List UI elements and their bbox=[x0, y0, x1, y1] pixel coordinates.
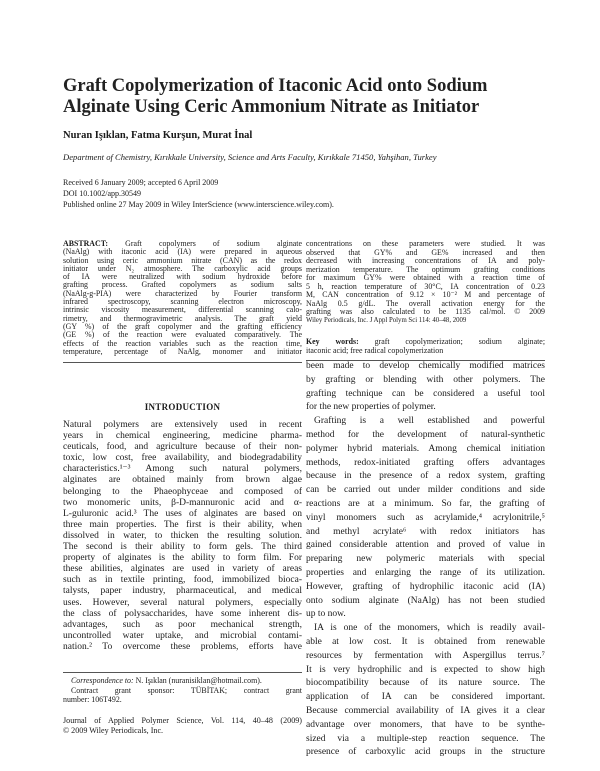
abstract-citation: Wiley Periodicals, Inc. J Appl Polym Sci 114: 40–48, 2009 bbox=[306, 316, 467, 324]
text-line: the class of polysaccharides, have some inherent dis- bbox=[63, 608, 302, 619]
text-line: for the new properties of polymer. bbox=[306, 402, 436, 413]
text-line: biocompatibility because of its nature source. The bbox=[306, 678, 545, 689]
text-line: gained considerable attention and proved of value in bbox=[306, 540, 545, 551]
text-line: three main properties. The first is their ability, when bbox=[63, 519, 302, 530]
text-line: characteristics.¹⁻³ Among such natural polymers, bbox=[63, 464, 302, 475]
abstract-right bbox=[306, 240, 545, 325]
text-line: concentrations on these parameters were studied. It was bbox=[306, 240, 545, 248]
text-line: been made to develop chemically modified matrices bbox=[306, 361, 545, 371]
text-line: advantages, such as poor mechanical strength, bbox=[63, 619, 302, 630]
text-line: up to now. bbox=[306, 609, 346, 620]
text-line: for maximum GY% were obtained with a reaction time of bbox=[306, 274, 545, 282]
text-line: rimetry, and thermogravimetric analysis. The graft yield bbox=[63, 314, 302, 323]
journal-citation: Journal of Applied Polymer Science, Vol. 114, 40–48 (2009) bbox=[63, 716, 302, 725]
text-line: initiator under N₂ atmosphere. The carboxylic acid groups bbox=[63, 264, 302, 273]
affiliation: Department of Chemistry, Kırıkkale University, Science and Arts Faculty, Kırıkkale 71450, Yahşihan, Turkey bbox=[63, 152, 437, 162]
journal-copyright: © 2009 Wiley Periodicals, Inc. bbox=[63, 726, 164, 735]
text-line: intrinsic viscosity measurement, differential scanning calo- bbox=[63, 306, 302, 315]
text-line: application of IA can be considered important. bbox=[306, 692, 545, 703]
abstract-divider bbox=[63, 362, 302, 363]
text-line: by grafting or blending with other polymers. The bbox=[306, 374, 545, 385]
text-line: able at low cost. It is obtained from renewable bbox=[306, 636, 545, 647]
section-heading-introduction: INTRODUCTION bbox=[144, 402, 221, 412]
text-line: presence of carboxylic acid groups in the structure bbox=[306, 747, 545, 758]
published-online: Published online 27 May 2009 in Wiley InterScience (www.interscience.wiley.com). bbox=[63, 200, 334, 209]
text-line: effects of the reaction variables such as the reaction time, bbox=[63, 339, 302, 348]
correspondence-label: Correspondence to: bbox=[71, 676, 134, 685]
text-line: sized via a multiple-step reaction sequence. The bbox=[306, 733, 545, 744]
footnote-divider bbox=[63, 672, 302, 673]
abstract-text: Graft copolymers of sodium alginate bbox=[125, 240, 302, 248]
text-line: properties and enlarging the range of its utilization. bbox=[306, 567, 545, 578]
text-line: Natural polymers are extensively used in recent bbox=[63, 420, 302, 430]
text-line: merization temperature. The optimum grafting conditions bbox=[306, 265, 545, 274]
text-line: decreased with increasing concentrations of IA and poly- bbox=[306, 257, 545, 265]
text-line: methods, redox-initiated grafting offers advantages bbox=[306, 457, 545, 468]
text-line: method for the development of natural-synthetic bbox=[306, 429, 545, 440]
text-line: resources by fermentation with Aspergillus terrus.⁷ bbox=[306, 650, 545, 661]
text-line: L-guluronic acid.³ The uses of alginates are based on bbox=[63, 508, 302, 519]
text-line: ceuticals, food, and agriculture because of their non- bbox=[63, 442, 302, 453]
footnotes bbox=[63, 676, 302, 705]
text-line: grafting process. Grafted copolymers as sodium salts bbox=[63, 281, 302, 290]
article-metadata bbox=[63, 177, 334, 210]
article-title bbox=[63, 76, 543, 118]
text-line: uncontrolled water uptake, and microbial contami- bbox=[63, 630, 302, 641]
text-line: vinyl monomers such as acrylamide,⁴ acrylonitrile,⁵ bbox=[306, 512, 545, 523]
keywords-text: graft copolymerization; sodium alginate; bbox=[374, 338, 545, 346]
authors: Nuran Işıklan, Fatma Kurşun, Murat İnal bbox=[63, 130, 253, 141]
text-line: talysts, paper industry, pharmaceutical, and medical bbox=[63, 586, 302, 597]
intro-left-column bbox=[63, 420, 302, 653]
correspondence bbox=[63, 676, 302, 686]
text-line: toxic, low cost, free availability, and biodegradability bbox=[63, 453, 302, 464]
text-line: years in chemical engineering, medicine pharma- bbox=[63, 431, 302, 442]
grant-line: Contract grant sponsor: TÜBİTAK; contract grant bbox=[71, 685, 302, 695]
text-line: solution using ceric ammonium nitrate (CAN) as the redox bbox=[63, 256, 302, 265]
text-line: and methyl acrylate⁶ with redox initiators has bbox=[306, 526, 545, 537]
text-line: advantage over monomers, that have to be synthe- bbox=[306, 719, 545, 730]
text-line: reactions are at a minimum. So far, the grafting of bbox=[306, 498, 545, 509]
abstract-label: ABSTRACT: bbox=[63, 240, 109, 248]
text-line: (GE %) of the reaction were evaluated comparatively. The bbox=[63, 331, 302, 340]
text-line: because in the presence of a redox system, grafting bbox=[306, 471, 545, 482]
text-line: can be carried out under milder conditions and side bbox=[306, 485, 545, 496]
text-line: preparing new polymeric materials with special bbox=[306, 554, 545, 565]
correspondence-text: N. Işıklan (nuranisiklan@hotmail.com). bbox=[135, 676, 262, 685]
text-line: these abilities, alginates are used in variety of areas bbox=[63, 564, 302, 575]
text-line: 5 h, reaction temperature of 30°C, IA concentration of 0.23 bbox=[306, 282, 545, 291]
text-line: uses. However, several natural polymers, especially bbox=[63, 597, 302, 608]
text-line: The second is their ability to form gels. The third bbox=[63, 542, 302, 553]
keywords-label: Key words: bbox=[306, 338, 359, 346]
text-line: However, grafting of hydrophilic itaconic acid (IA) bbox=[306, 581, 545, 592]
text-line: observed that GY% and GE% increased and then bbox=[306, 248, 545, 257]
journal-info bbox=[63, 716, 302, 736]
abstract-left bbox=[63, 240, 302, 356]
text-line: onto sodium alginate (NaAlg) has not been studied bbox=[306, 595, 545, 606]
text-line: belonging to the Phaeophyceae and composed of bbox=[63, 486, 302, 497]
text-line: property of alginates is the ability to form film. For bbox=[63, 553, 302, 564]
text-line: temperature, percentage of NaAlg, monomer and initiator bbox=[63, 347, 302, 356]
text-line: IA is one of the monomers, which is readily avail- bbox=[314, 623, 545, 634]
text-line: polymer hybrid materials. Among chemical initiation bbox=[306, 443, 545, 454]
text-line: Because commercial availability of IA gives it a clear bbox=[306, 705, 545, 716]
text-line: (NaAlg-g-PIA) were characterized by Fourier transform bbox=[63, 289, 302, 298]
text-line: dissolved in water, to thicken the resulting solution. bbox=[63, 530, 302, 541]
text-line: It is very hydrophilic and is expected to show high bbox=[306, 664, 545, 675]
text-line: NaAlg 0.5 g/dL. The overall activation energy for the bbox=[306, 299, 545, 308]
keywords-line: itaconic acid; free radical copolymerization bbox=[306, 346, 444, 355]
title-line: Alginate Using Ceric Ammonium Nitrate as Initiator bbox=[63, 97, 480, 117]
text-line bbox=[63, 240, 302, 248]
text-line: infrared spectroscopy, scanning electron microscopy, bbox=[63, 298, 302, 307]
text-line: (GY %) of the graft copolymer and the grafting efficiency bbox=[63, 322, 302, 331]
grant-line: number: 106T492. bbox=[63, 695, 122, 704]
keywords bbox=[306, 338, 545, 355]
keywords-line bbox=[306, 338, 545, 347]
received-dates: Received 6 January 2009; accepted 6 April 2009 bbox=[63, 178, 219, 187]
text-line: grafting technique can be considered a useful tool bbox=[306, 388, 545, 399]
text-line: two monomeric units, β-D-mannuronic acid and α- bbox=[63, 497, 302, 508]
text-line: (NaAlg) with itaconic acid (IA) were prepared in aqueous bbox=[63, 248, 302, 257]
text-line: Grafting is a well established and powerful bbox=[314, 416, 545, 427]
text-line: alginates are obtained mainly from brown algae bbox=[63, 475, 302, 486]
text-line: nation.² To overcome these problems, efforts have bbox=[63, 641, 302, 652]
intro-right-column bbox=[306, 360, 545, 760]
doi: DOI 10.1002/app.30549 bbox=[63, 189, 141, 198]
text-line: of IA were neutralized with sodium hydroxide before bbox=[63, 273, 302, 282]
text-line: grafting was also calculated to be 1135 cal/mol. © 2009 bbox=[306, 308, 545, 316]
text-line: M, CAN concentration of 9.12 × 10⁻² M and percentage of bbox=[306, 291, 545, 299]
text-line: such as in textile printing, food, immobilized bioca- bbox=[63, 575, 302, 586]
title-line: Graft Copolymerization of Itaconic Acid onto Sodium bbox=[63, 76, 488, 96]
